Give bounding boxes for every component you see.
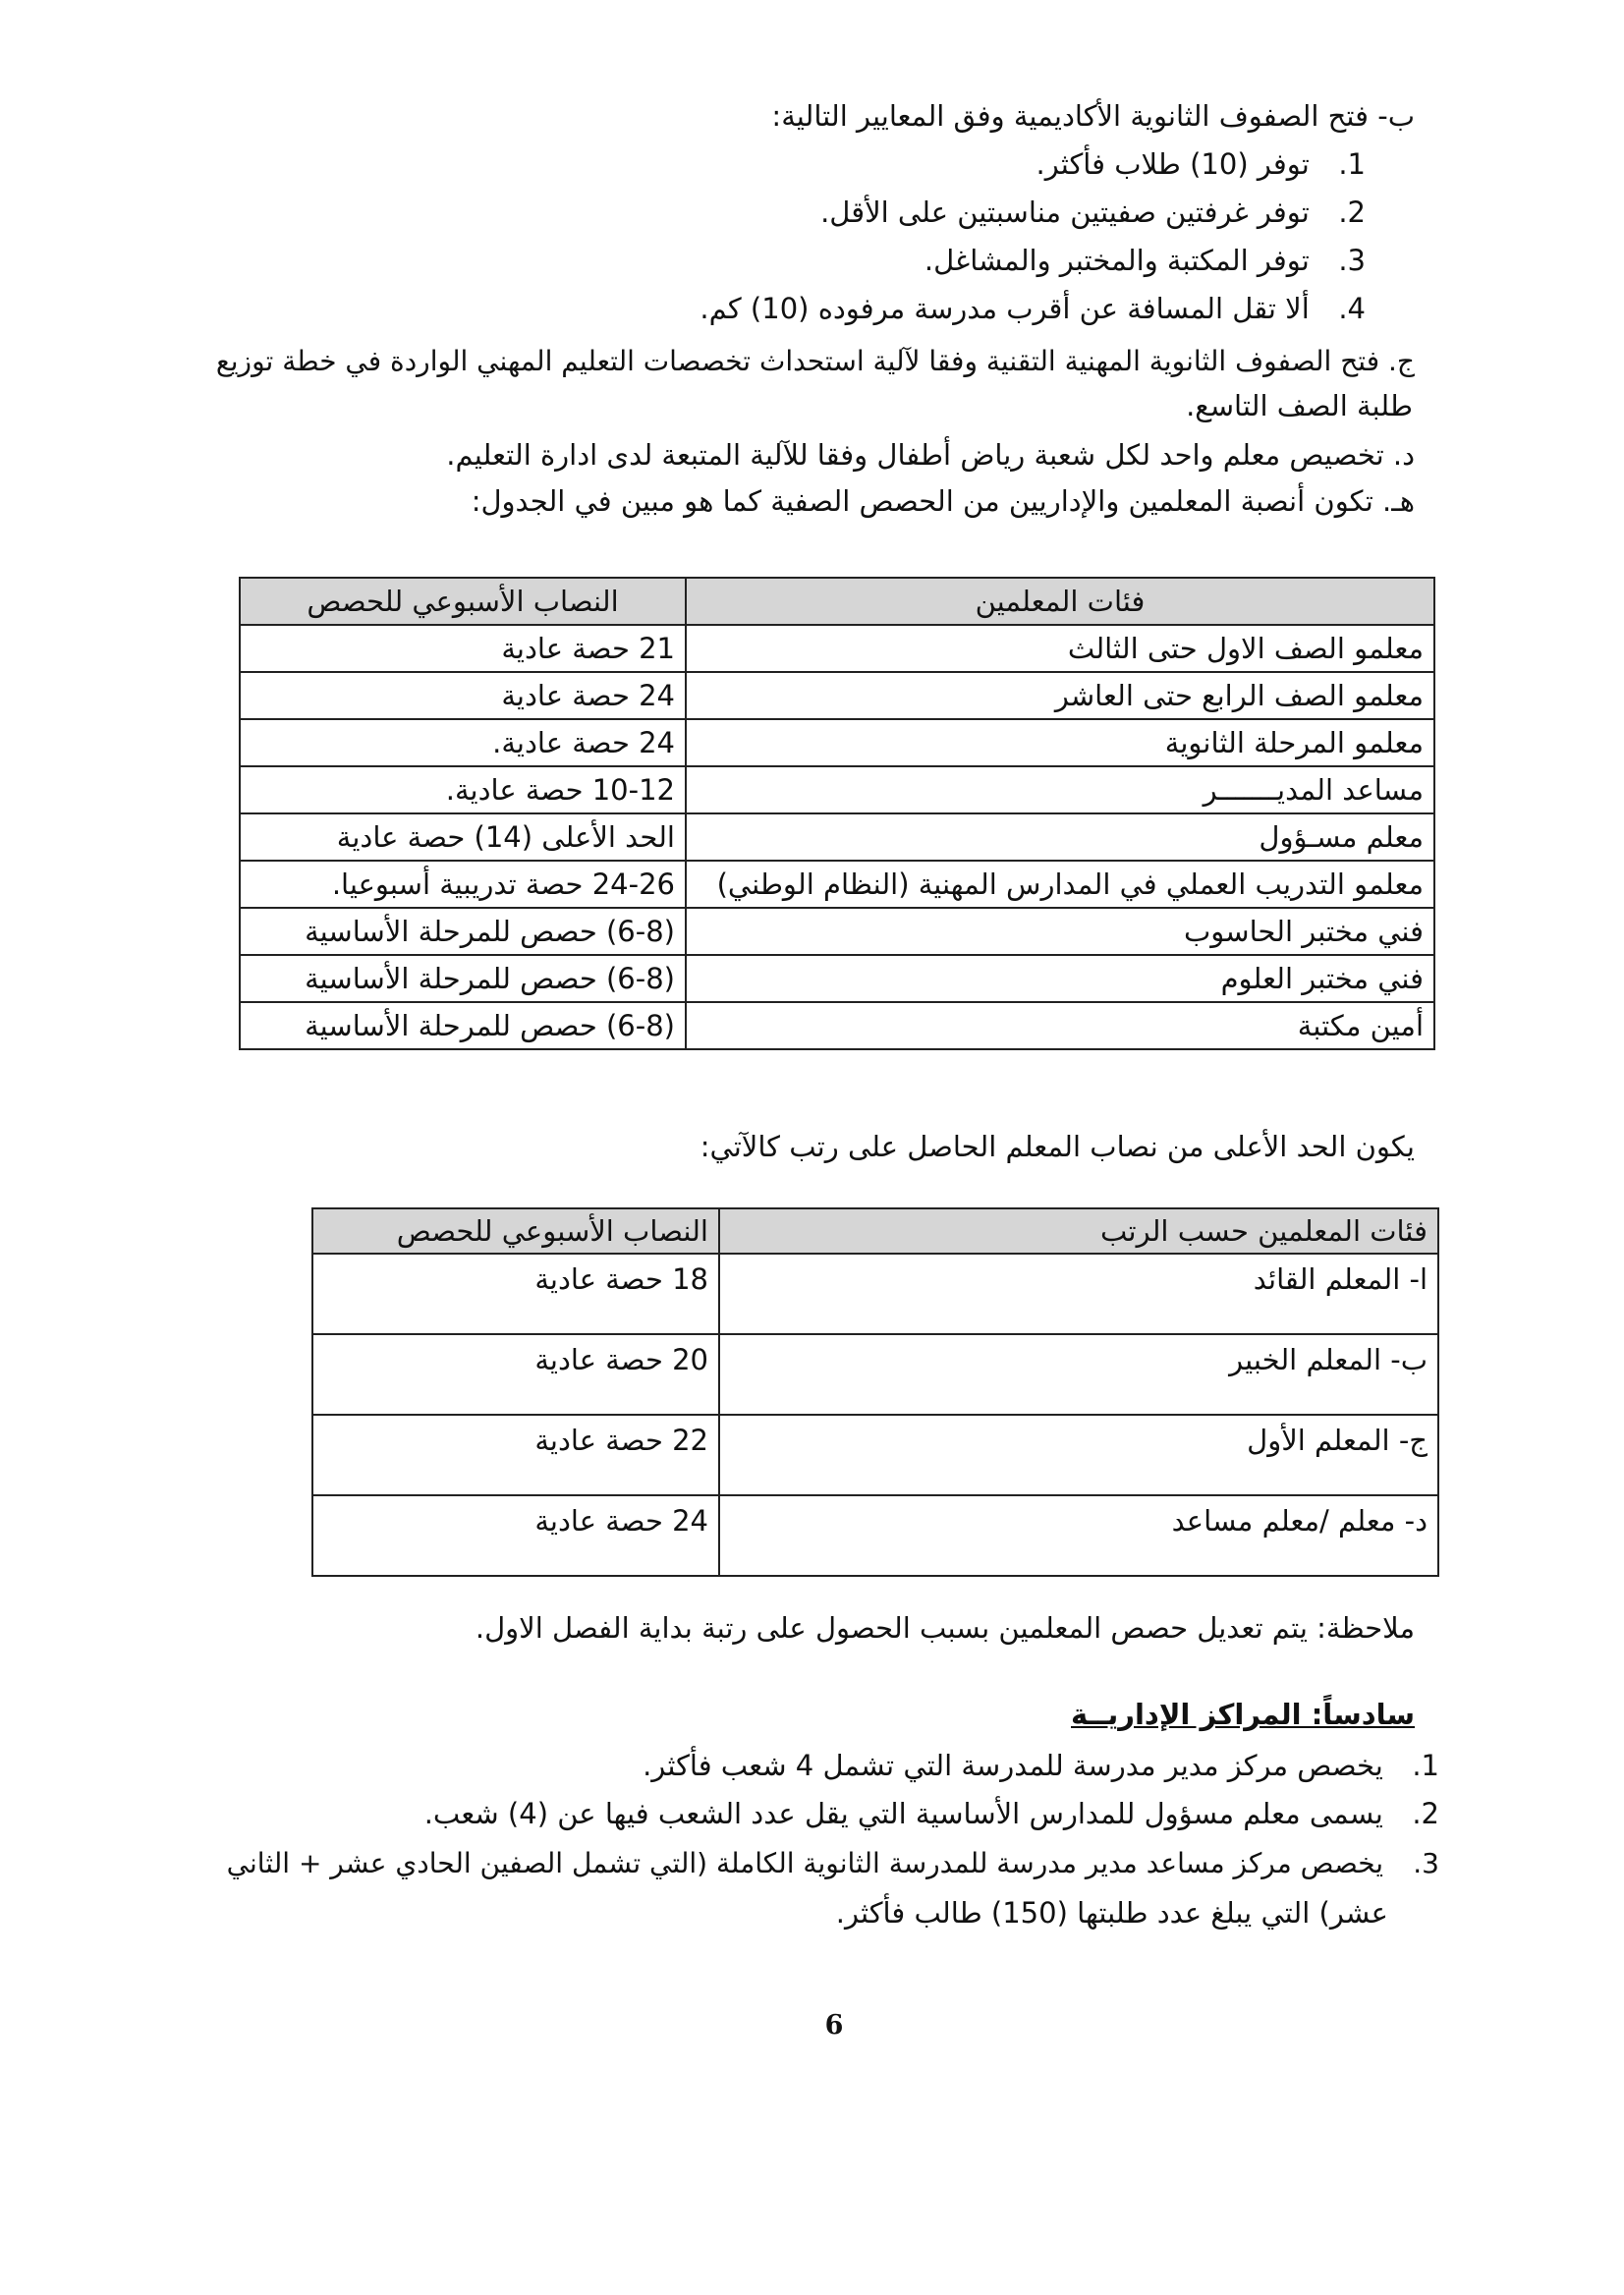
table-cell: معلمو التدريب العملي في المدارس المهنية (النظام الوطني) [686,861,1434,908]
table-row [240,766,1434,813]
criteria-item [1036,144,1367,184]
table-cell: معلمو المرحلة الثانوية [686,719,1434,766]
item-text: توفر غرفتين صفيتين مناسبتين على الأقل. [820,196,1310,229]
table-cell: 22 حصة عادية [312,1415,719,1495]
table-cell: 21 حصة عادية [240,625,686,672]
page-number: 6 [824,2010,844,2041]
table-row [240,813,1434,861]
column-header: فئات المعلمين [686,578,1434,625]
table-cell: 24 حصة عادية [240,672,686,719]
item-text: يخصص مركز مساعد مدير مدرسة للمدرسة الثانوية الكاملة (التي تشمل الصفين الحادي عشر + الثاني [226,1847,1384,1879]
rank-intro: يكون الحد الأعلى من نصاب المعلم الحاصل على رتب كالآتي: [700,1130,1415,1163]
item-text: يسمى معلم مسؤول للمدارس الأساسية التي يقل عدد الشعب فيها عن (4) شعب. [423,1797,1383,1830]
item-text: يخصص مركز مدير مدرسة للمدرسة التي تشمل 4 شعب فأكثر. [643,1749,1383,1782]
table-cell: 24 حصة عادية [312,1495,719,1576]
table-row [240,1002,1434,1049]
table-cell: مساعد المديـــــــر [686,766,1434,813]
section-heading: سادساً: المراكز الإداريــة [1071,1698,1415,1731]
criteria-item [820,193,1366,232]
table-cell: 24-26 حصة تدريبية أسبوعيا. [240,861,686,908]
table-cell: أمين مكتبة [686,1002,1434,1049]
table-cell: (6-8) حصص للمرحلة الأساسية [240,955,686,1002]
criteria-item [924,241,1366,280]
table-header-row [312,1208,1438,1254]
criteria-intro: ب- فتح الصفوف الثانوية الأكاديمية وفق المعايير التالية: [771,99,1415,133]
item-text: ألا تقل المسافة عن أقرب مدرسة مرفوده (10) كم. [700,292,1310,325]
table-cell: ا- المعلم القائد [719,1254,1438,1334]
table-cell: ج- المعلم الأول [719,1415,1438,1495]
item-text: توفر (10) طلاب فأكثر. [1036,147,1310,181]
table-cell: 18 حصة عادية [312,1254,719,1334]
column-header: النصاب الأسبوعي للحصص [240,578,686,625]
section-item [227,1844,1439,1883]
table-cell: 24 حصة عادية. [240,719,686,766]
table-cell: فني مختبر العلوم [686,955,1434,1002]
table-cell: ب- المعلم الخبير [719,1334,1438,1415]
table-row [240,625,1434,672]
table-header-row [240,578,1434,625]
table-cell: فني مختبر الحاسوب [686,908,1434,955]
table-cell: الحد الأعلى (14) حصة عادية [240,813,686,861]
item-number: 3. [1338,244,1366,277]
paragraph-h: هـ. تكون أنصبة المعلمين والإداريين من الحصص الصفية كما هو مبين في الجدول: [471,484,1415,518]
table-cell: معلم مسـؤول [686,813,1434,861]
table-cell: (6-8) حصص للمرحلة الأساسية [240,1002,686,1049]
table-row [312,1415,1438,1495]
table-row [240,861,1434,908]
table-row [240,672,1434,719]
table-cell: (6-8) حصص للمرحلة الأساسية [240,908,686,955]
table-cell: 10-12 حصة عادية. [240,766,686,813]
table-cell: د- معلم /معلم مساعد [719,1495,1438,1576]
rank-load-table [311,1207,1439,1577]
column-header: فئات المعلمين حسب الرتب [719,1208,1438,1254]
section-item [643,1746,1439,1785]
table-row [240,908,1434,955]
paragraph-j: ج. فتح الصفوف الثانوية المهنية التقنية وفقا لآلية استحداث تخصصات التعليم المهني الواردة في خطة توزيع [215,345,1415,377]
criteria-item [700,289,1366,328]
table-row [312,1334,1438,1415]
item-number: 3. [1413,1847,1439,1879]
item-number: 2. [1412,1797,1439,1830]
table-row [240,955,1434,1002]
note: ملاحظة: يتم تعديل حصص المعلمين بسبب الحصول على رتبة بداية الفصل الاول. [475,1611,1415,1645]
paragraph-d: د. تخصيص معلم واحد لكل شعبة رياض أطفال وفقا للآلية المتبعة لدى ادارة التعليم. [446,438,1415,472]
section-item-cont: عشر) التي يبلغ عدد طلبتها (150) طالب فأكثر. [835,1896,1388,1930]
item-number: 1. [1338,147,1366,181]
table-cell: معلمو الصف الاول حتى الثالث [686,625,1434,672]
table-cell: معلمو الصف الرابع حتى العاشر [686,672,1434,719]
paragraph-j-cont: طلبة الصف التاسع. [1186,389,1413,422]
table-cell: 20 حصة عادية [312,1334,719,1415]
item-text: توفر المكتبة والمختبر والمشاغل. [924,244,1310,277]
table-row [240,719,1434,766]
table-row [312,1254,1438,1334]
teacher-load-table [239,577,1435,1050]
section-item [424,1794,1439,1833]
item-number: 1. [1412,1749,1439,1782]
item-number: 4. [1338,292,1366,325]
item-number: 2. [1338,196,1366,229]
table-row [312,1495,1438,1576]
column-header: النصاب الأسبوعي للحصص [312,1208,719,1254]
